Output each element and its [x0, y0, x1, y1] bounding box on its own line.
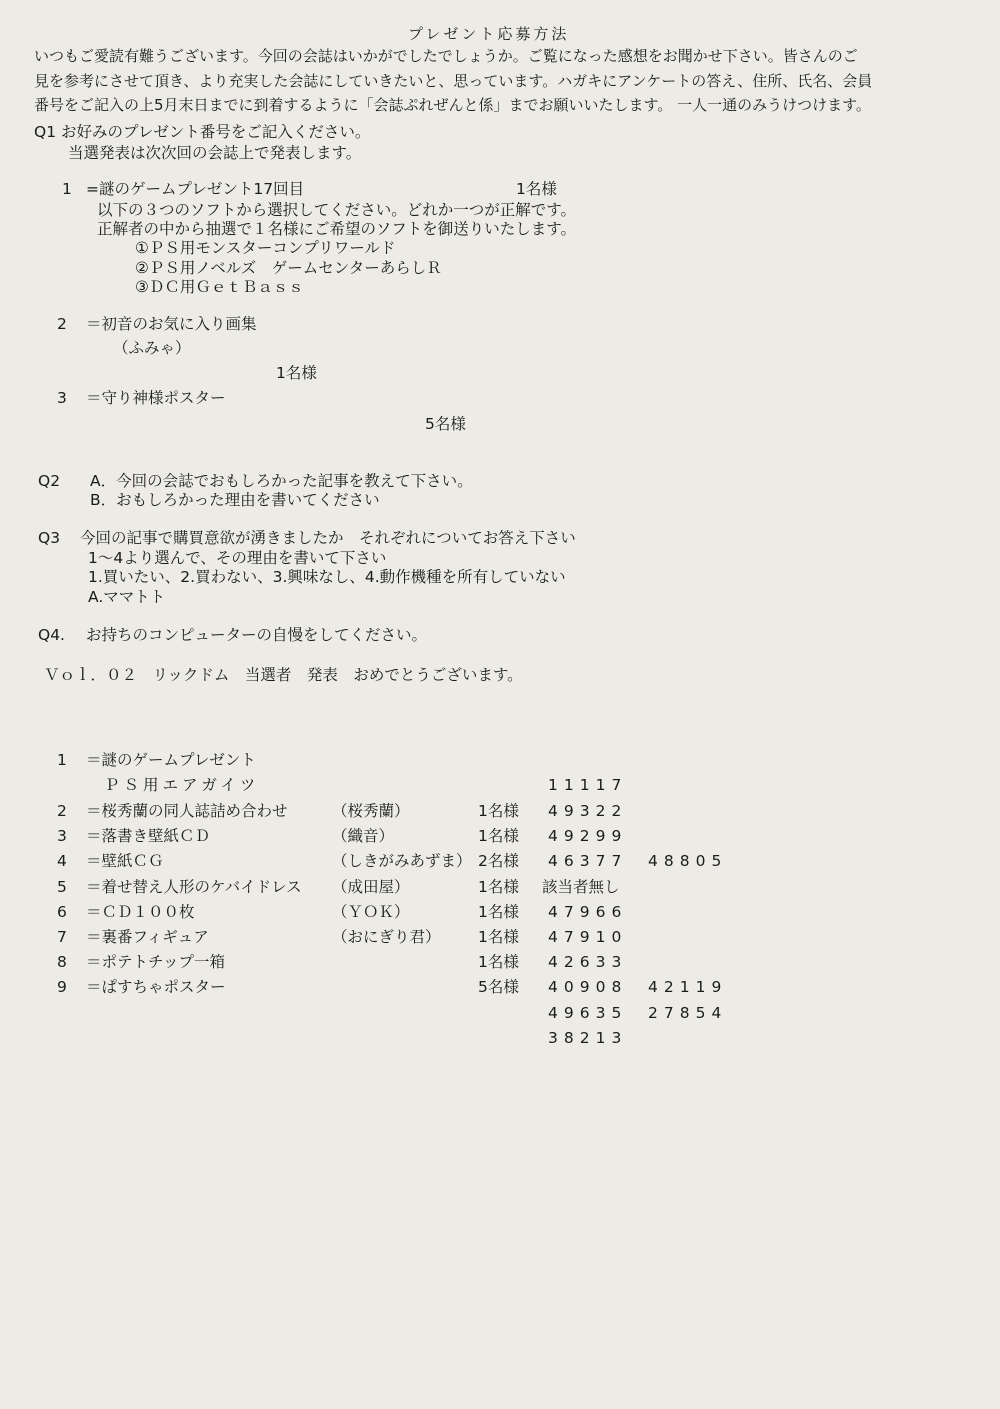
- winner-item-donor: （ＹＯＫ）: [332, 903, 410, 921]
- winner-number: 11117: [548, 776, 628, 794]
- winner-item-number: 4: [57, 852, 67, 870]
- winner-number: 49635: [548, 1004, 628, 1022]
- winner-item-number: 5: [57, 878, 67, 896]
- winner-item-number: 8: [57, 953, 67, 971]
- winner-item-name: ＝着せ替え人形のケバイドレス: [86, 878, 302, 896]
- winner-item-name: ＝ＣＤ１００枚: [86, 903, 195, 921]
- winner-item-count: 2名様: [478, 852, 519, 870]
- winner-item-number: 7: [57, 928, 67, 946]
- prize-1-description: 以下の３つのソフトから選択してください。どれか一つが正解です。: [97, 201, 576, 219]
- prize-1-number: 1: [62, 180, 72, 198]
- winner-number: 38213: [548, 1029, 628, 1047]
- winner-item-name: ＝壁紙ＣＧ: [86, 852, 164, 870]
- winner-number: 40908: [548, 978, 628, 996]
- winner-item-count: 5名様: [478, 978, 519, 996]
- winner-item-number: 1: [57, 751, 67, 769]
- winner-item-name: ＝ぱすちゃポスター: [86, 978, 226, 996]
- winner-item-donor: （おにぎり君）: [332, 928, 441, 946]
- winner-item-donor: （桜秀蘭）: [332, 802, 410, 820]
- q1-question: Q1 お好みのプレゼント番号をご記入ください。: [34, 123, 371, 141]
- q3-instruction: 1～4より選んで、その理由を書いて下さい: [88, 549, 387, 567]
- prize-1-name: =謎のゲームプレゼント17回目: [86, 180, 305, 198]
- winner-item-number: 3: [57, 827, 67, 845]
- q4-question: お持ちのコンピューターの自慢をしてください。: [86, 626, 428, 644]
- winner-item-count: 1名様: [478, 903, 519, 921]
- winner-item-number: 2: [57, 802, 67, 820]
- page-title: プレゼント応募方法: [408, 25, 570, 43]
- prize-3-name: ＝守り神様ポスター: [86, 389, 226, 407]
- winner-item-donor: （しきがみあずま）: [332, 852, 472, 870]
- winner-number: 47910: [548, 928, 628, 946]
- winner-item-subtitle: ＰＳ用エアガイツ: [104, 776, 260, 794]
- winner-number: 49322: [548, 802, 628, 820]
- winner-item-count: 1名様: [478, 953, 519, 971]
- q3-question: 今回の記事で購買意欲が湧きましたか それぞれについてお答え下さい: [80, 529, 576, 547]
- intro-line: 見を参考にさせて頂き、より充実した会誌にしていきたいと、思っています。ハガキにアンケートの答え、住所、氏名、会員: [34, 71, 873, 90]
- q3-item: A.ママトト: [88, 588, 166, 606]
- winner-item-number: 9: [57, 978, 67, 996]
- q3-label: Q3: [38, 529, 61, 547]
- winner-number: 46377: [548, 852, 628, 870]
- winner-item-count: 1名様: [478, 878, 519, 896]
- prize-2-count: 1名様: [276, 364, 317, 382]
- q2-question-a: A．今回の会誌でおもしろかった記事を教えて下さい。: [90, 472, 473, 490]
- winner-item-name: ＝裏番フィギュア: [86, 928, 209, 946]
- prize-1-count: 1名様: [516, 180, 557, 198]
- winner-item-name: ＝桜秀蘭の同人誌詰め合わせ: [86, 802, 288, 820]
- prize-2-name: ＝初音のお気に入り画集: [86, 315, 257, 333]
- winner-item-donor: （織音）: [332, 827, 395, 845]
- q2-label: Q2: [38, 472, 61, 490]
- winner-number: 49299: [548, 827, 628, 845]
- q2-question-b: B．おもしろかった理由を書いてください: [90, 491, 380, 509]
- winner-number: 27854: [648, 1004, 728, 1022]
- winner-number: 42633: [548, 953, 628, 971]
- results-heading: Ｖｏｌ．０２ リックドム 当選者 発表 おめでとうございます。: [44, 666, 523, 684]
- winner-item-number: 6: [57, 903, 67, 921]
- winner-number: 48805: [648, 852, 728, 870]
- intro-paragraph: [34, 44, 974, 118]
- winner-number: 47966: [548, 903, 628, 921]
- winner-number: 42119: [648, 978, 728, 996]
- winner-item-count: 1名様: [478, 802, 519, 820]
- winner-item-name: ＝ポテトチップ一箱: [86, 953, 226, 971]
- prize-2-author: （ふみゃ）: [113, 339, 191, 357]
- winner-item-count: 1名様: [478, 827, 519, 845]
- q3-choices: 1.買いたい、2.買わない、3.興味なし、4.動作機種を所有していない: [88, 568, 566, 586]
- intro-line: いつもご愛読有難うございます。今回の会誌はいかがでしたでしょうか。ご覧になった感想をお聞かせ下さい。皆さんのご: [34, 47, 858, 65]
- winner-item-name: ＝謎のゲームプレゼント: [86, 751, 256, 769]
- winner-item-count: 1名様: [478, 928, 519, 946]
- q4-label: Q4.: [38, 626, 65, 644]
- prize-1-description: 正解者の中から抽選で１名様にご希望のソフトを御送りいたします。: [97, 220, 576, 238]
- prize-1-option: ①ＰＳ用モンスターコンプリワールド: [135, 239, 396, 257]
- winner-number: 該当者無し: [542, 878, 620, 896]
- prize-3-number: 3: [57, 389, 67, 407]
- winner-item-name: ＝落書き壁紙ＣＤ: [86, 827, 211, 845]
- prize-1-option: ③ＤＣ用ＧｅｔＢａｓｓ: [135, 278, 304, 296]
- prize-3-count: 5名様: [425, 415, 466, 433]
- prize-1-option: ②ＰＳ用ノベルズ ゲームセンターあらしＲ: [135, 259, 442, 277]
- intro-line: 番号をご記入の上5月末日までに到着するように「会誌ぷれぜんと係」までお願いいたします。 一人一通のみうけつけます。: [34, 96, 871, 114]
- q1-note: 当選発表は次次回の会誌上で発表します。: [68, 144, 362, 162]
- winner-item-donor: （成田屋）: [332, 878, 410, 896]
- prize-2-number: 2: [57, 315, 67, 333]
